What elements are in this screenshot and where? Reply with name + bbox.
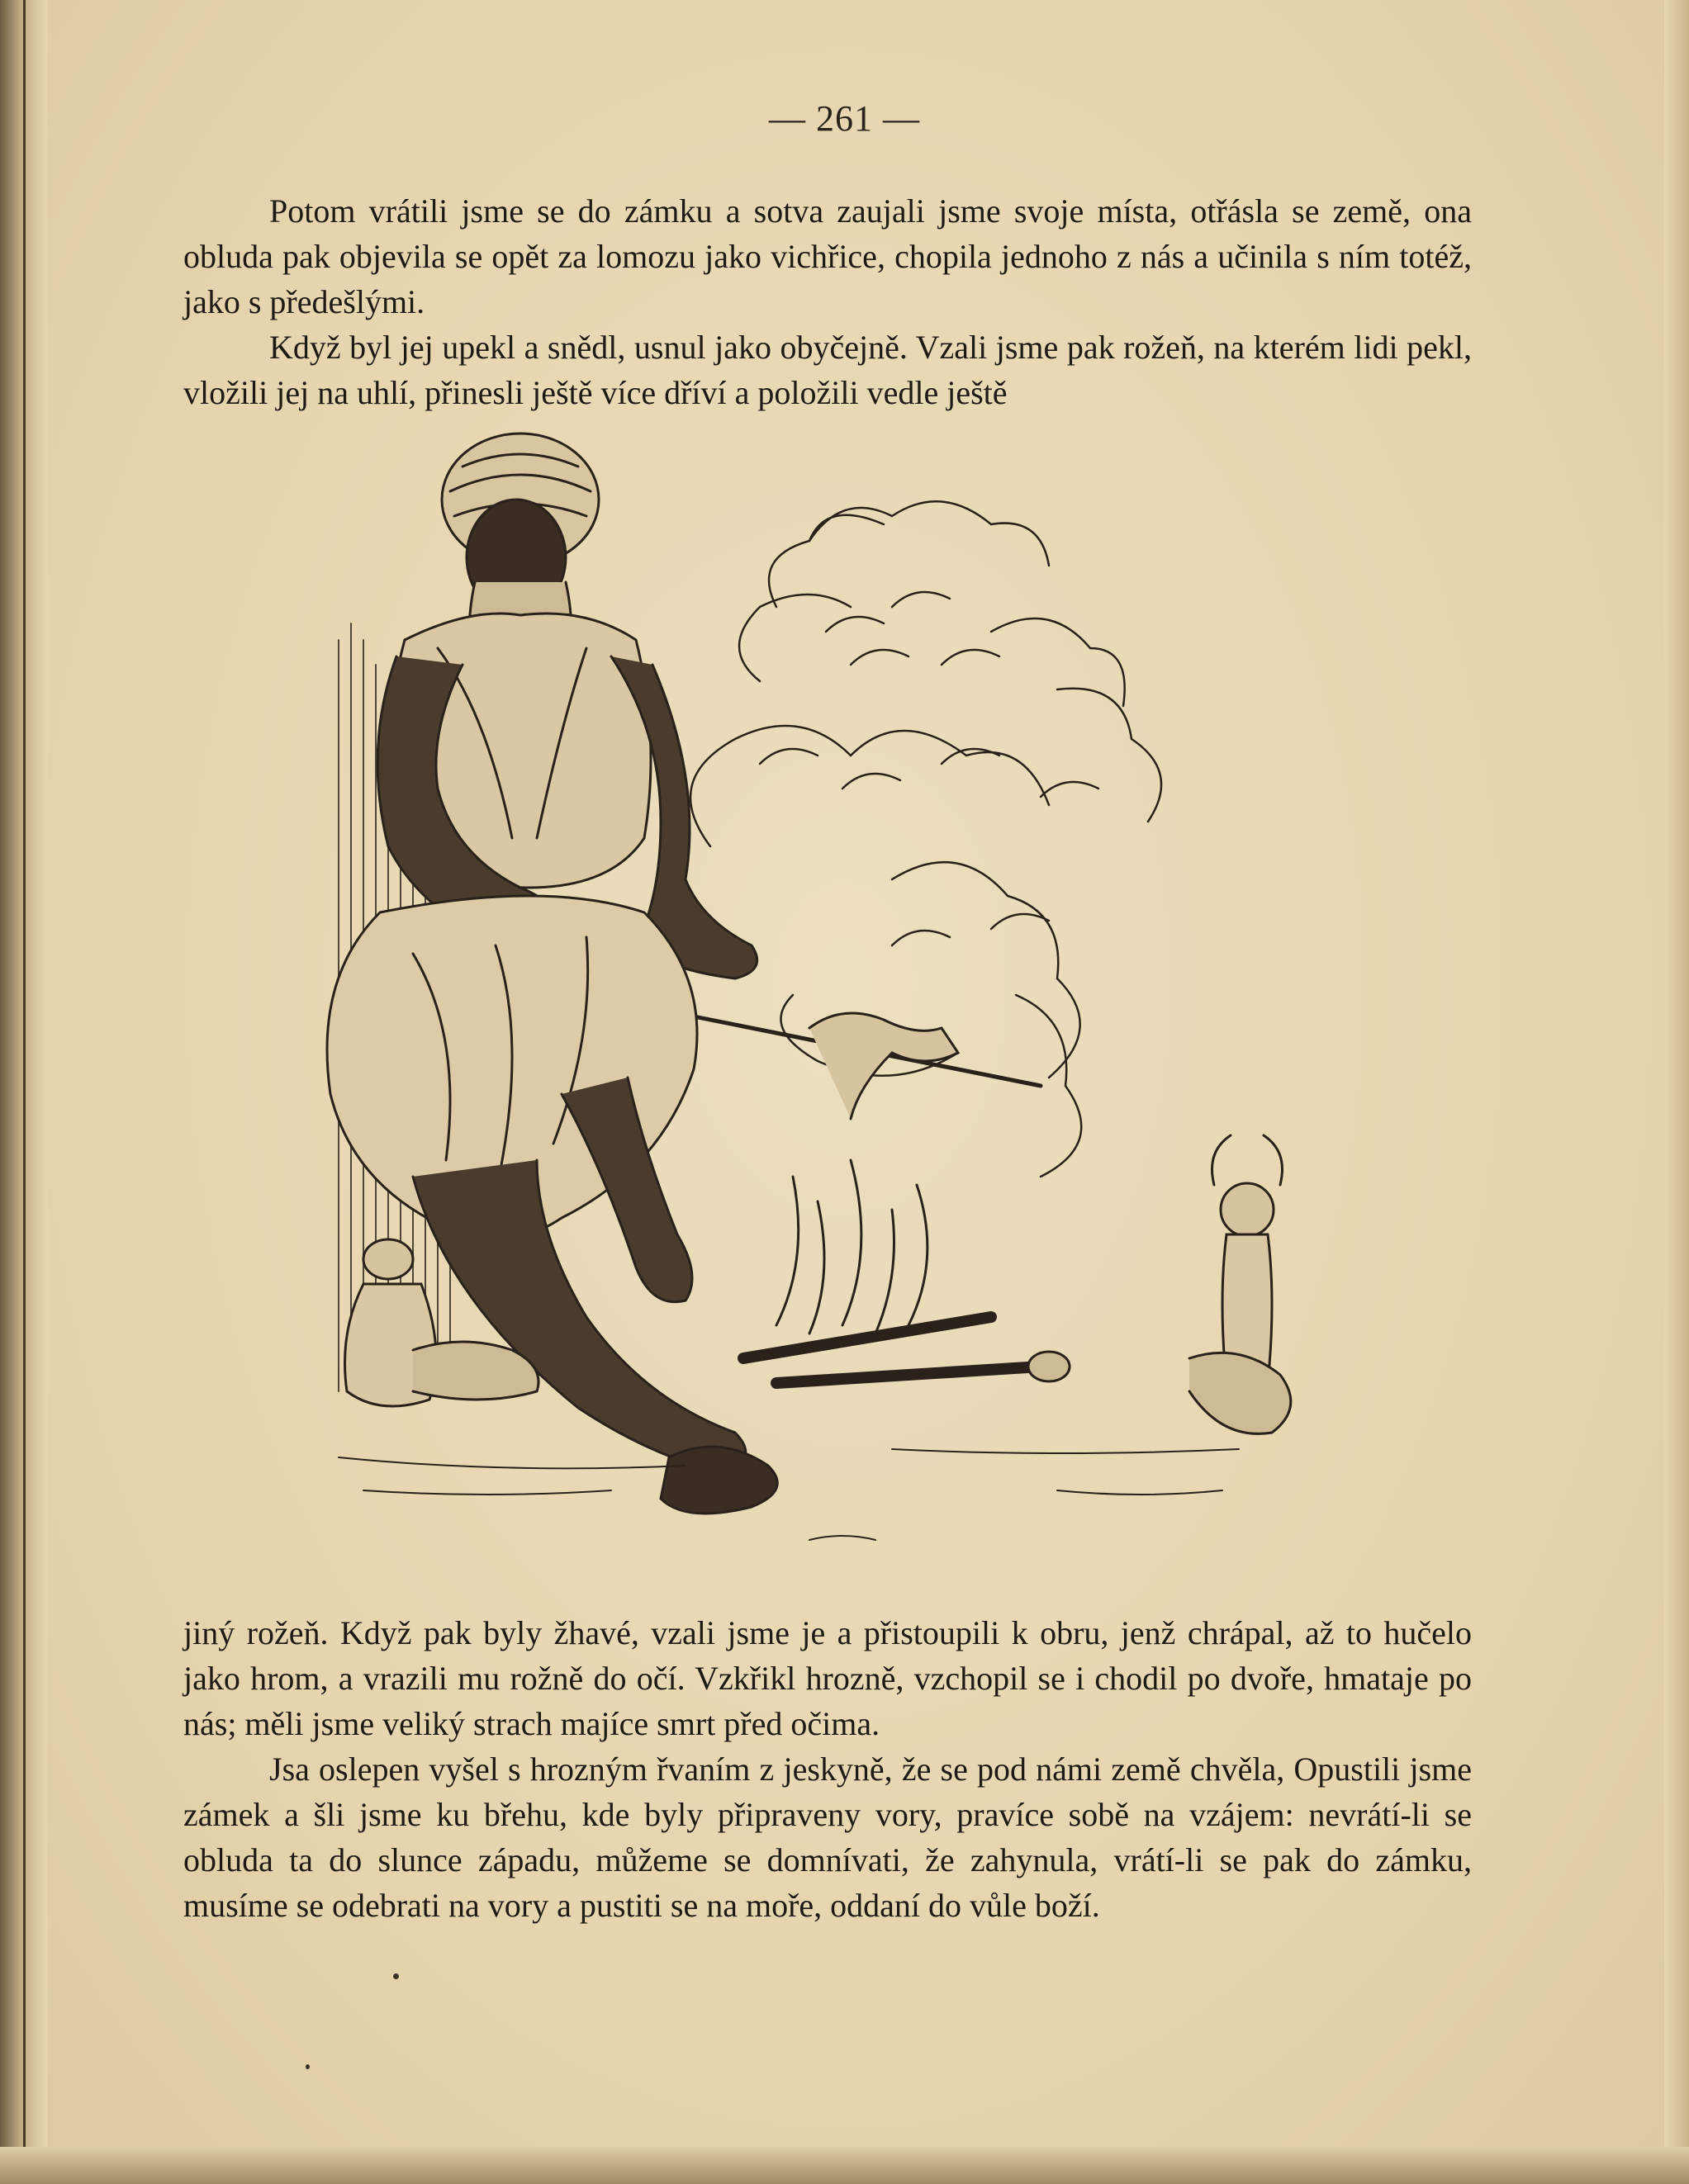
ink-speck bbox=[306, 2064, 310, 2069]
text-block-bottom bbox=[183, 1610, 1472, 1928]
page-bottom-edge bbox=[0, 2147, 1689, 2184]
smoke-clouds bbox=[658, 501, 1161, 1177]
paragraph: Jsa oslepen vyšel s hrozným řvaním z jeskyně, že se pod námi země chvěla, Opustili jsme zámek a šli jsme ku břehu, kde byly připraveny vory, pravíce sobě na vzájem: nevrátí-li se obluda ta do slunce západu, můžeme se domnívati, že zahynula, vrátí-li se pak do zámku, musíme se odebrati na vory a pustiti se na moře, oddaní do vůle boží. bbox=[183, 1751, 1472, 1924]
paragraph: jiný rožeň. Když pak byly žhavé, vzali jsme je a přistoupili k obru, jenž chrápal, až to hučelo jako hrom, a vrazili mu rožně do očí. Vzkřikl hrozně, vzchopil se i chodil po dvoře, hmataje po nás; měli jsme veliký strach majíce smrt před očima. bbox=[183, 1614, 1472, 1742]
paragraph: Když byl jej upekl a snědl, usnul jako obyčejně. Vzali jsme pak rožeň, na kterém lidi pekl, vložili jej na uhlí, přinesli ještě více dříví a položili vedle ještě bbox=[183, 329, 1472, 411]
spine-fold-line bbox=[23, 0, 26, 2184]
fire-logs bbox=[743, 1160, 1070, 1383]
ink-speck bbox=[393, 1973, 399, 1979]
small-man-right bbox=[1189, 1135, 1291, 1433]
page-right-edge bbox=[1664, 0, 1689, 2184]
text-block-top bbox=[183, 188, 1472, 415]
ground-lines bbox=[339, 1449, 1239, 1540]
paragraph: Potom vrátili jsme se do zámku a sotva zaujali jsme svoje místa, otřásla se země, ona obluda pak objevila se opět za lomozu jako vichřice, chopila jednoho z nás a učinila s ním totéž, jako s předešlými. bbox=[183, 192, 1472, 320]
page-number: — 261 — bbox=[769, 98, 920, 139]
engraving-illustration bbox=[314, 417, 1338, 1598]
